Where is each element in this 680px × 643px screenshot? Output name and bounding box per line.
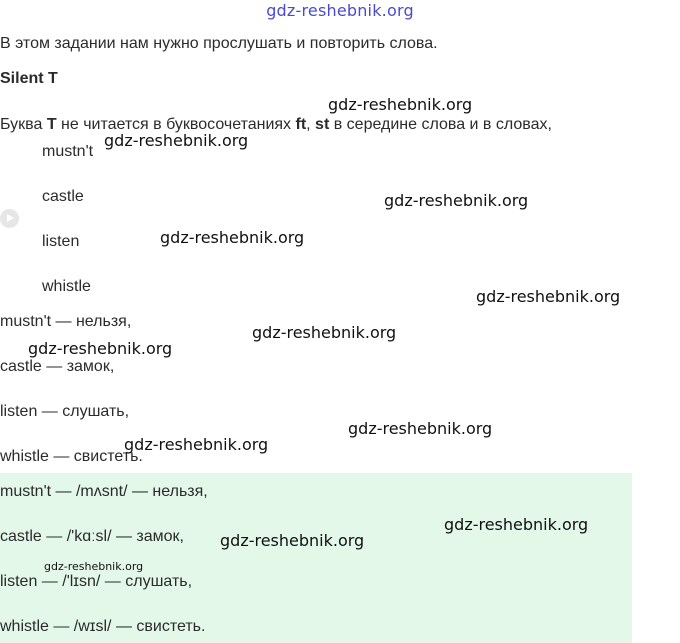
transcription-line: castle — /'kɑːsl/ — замок,	[0, 528, 184, 545]
watermark: gdz-reshebnik.org	[124, 435, 269, 454]
intro-text: В этом задании нам нужно прослушать и повторить слова.	[0, 35, 438, 52]
watermark-small: gdz-reshebnik.org	[44, 560, 144, 573]
rule-part-4: в середине слова и в словах,	[329, 116, 552, 133]
audio-word: listen	[42, 233, 80, 250]
watermark: gdz-reshebnik.org	[252, 323, 397, 342]
header-watermark: gdz-reshebnik.org	[266, 1, 414, 20]
watermark: gdz-reshebnik.org	[220, 531, 365, 550]
play-icon[interactable]	[0, 209, 19, 228]
watermark: gdz-reshebnik.org	[476, 287, 621, 306]
watermark: gdz-reshebnik.org	[348, 419, 493, 438]
translation-line: mustn't — нельзя,	[0, 313, 132, 330]
translation-line: listen — слушать,	[0, 403, 130, 420]
transcription-line: listen — /'lɪsn/ — слушать,	[0, 573, 193, 590]
watermark: gdz-reshebnik.org	[104, 131, 249, 150]
section-title: Silent T	[0, 70, 58, 87]
audio-word: castle	[42, 188, 84, 205]
rule-bold-t: T	[46, 116, 57, 133]
rule-part-1: Буква	[0, 116, 47, 133]
rule-bold-st: st	[315, 116, 330, 133]
transcription-line: mustn't — /mʌsnt/ — нельзя,	[0, 483, 208, 500]
watermark: gdz-reshebnik.org	[28, 339, 173, 358]
watermark: gdz-reshebnik.org	[160, 228, 305, 247]
watermark: gdz-reshebnik.org	[384, 191, 529, 210]
rule-bold-ft: ft	[295, 116, 307, 133]
translation-line: whistle — свистеть.	[0, 448, 143, 465]
audio-word: mustn't	[42, 143, 94, 160]
audio-word: whistle	[42, 278, 91, 295]
watermark: gdz-reshebnik.org	[328, 95, 473, 114]
rule-text	[0, 116, 552, 134]
watermark: gdz-reshebnik.org	[444, 515, 589, 534]
translation-line: castle — замок,	[0, 358, 115, 375]
rule-part-3: ,	[306, 116, 316, 133]
rule-part-2: не читается в буквосочетаниях	[56, 116, 296, 133]
transcription-line: whistle — /wɪsl/ — свистеть.	[0, 618, 206, 635]
